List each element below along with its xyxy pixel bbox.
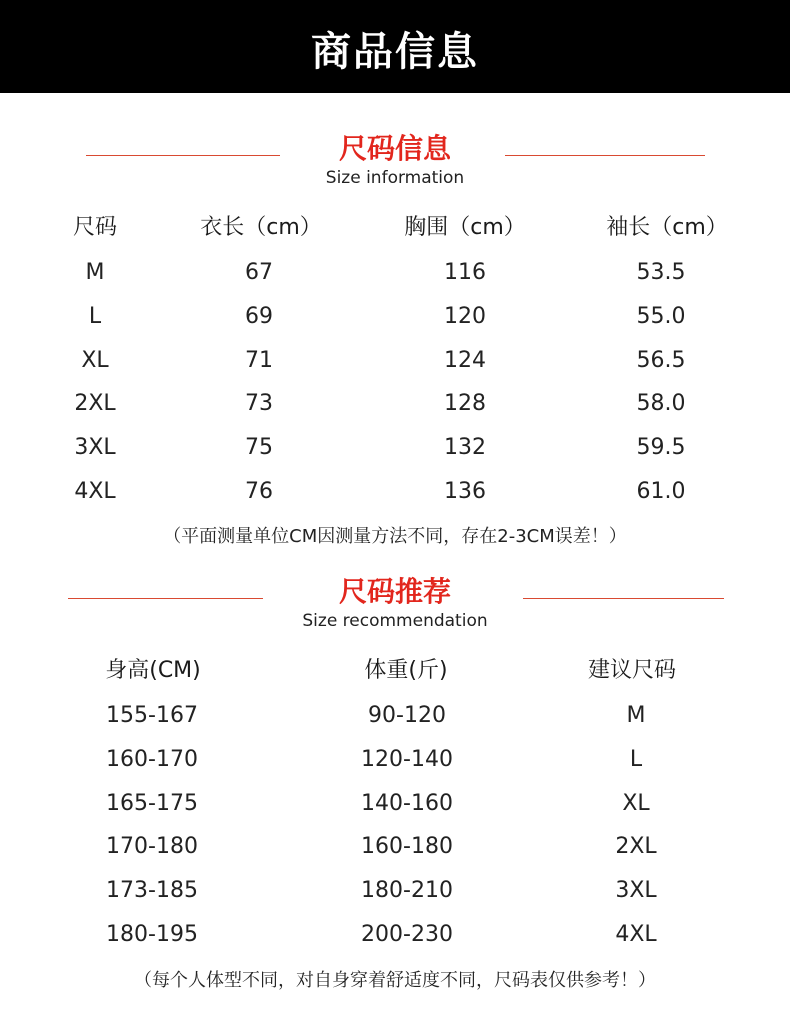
table-cell: 2XL (74, 391, 116, 416)
table-cell: 90-120 (368, 703, 446, 728)
table-cell: 160-180 (361, 834, 453, 859)
table-cell: 120-140 (361, 747, 453, 772)
table-row (0, 389, 790, 419)
table-cell: 128 (444, 391, 486, 416)
table-cell: 67 (245, 260, 273, 285)
table-row (0, 789, 790, 819)
table-cell: 3XL (74, 435, 116, 460)
size-recommend-subtitle: Size recommendation (302, 611, 488, 631)
table-row (0, 477, 790, 507)
table-row (0, 832, 790, 862)
table-cell: 124 (444, 348, 486, 373)
table-cell: L (629, 747, 643, 772)
size-info-title: 尺码信息 (338, 132, 451, 165)
page-title: 商品信息 (311, 29, 479, 75)
table-cell: 116 (444, 260, 486, 285)
table-cell: 3XL (615, 878, 657, 903)
table-cell: 55.0 (636, 304, 686, 329)
table-row (0, 346, 790, 376)
table-cell: 71 (245, 348, 273, 373)
table-cell: 4XL (615, 922, 657, 947)
table-cell: 69 (245, 304, 273, 329)
table-cell: 160-170 (106, 747, 198, 772)
table-cell: 180-210 (361, 878, 453, 903)
table-header-row (0, 213, 790, 243)
column-header: 衣长（cm） (200, 215, 322, 240)
column-header: 建议尺码 (587, 658, 677, 683)
table-cell: M (85, 260, 105, 285)
table-header-row (0, 656, 790, 686)
table-cell: 59.5 (636, 435, 686, 460)
table-cell: 200-230 (361, 922, 453, 947)
table-cell: 76 (245, 479, 273, 504)
size-recommend-title: 尺码推荐 (338, 575, 451, 608)
table-row (0, 433, 790, 463)
table-cell: 56.5 (636, 348, 686, 373)
table-cell: 155-167 (106, 703, 198, 728)
table-cell: 180-195 (106, 922, 198, 947)
table-row (0, 302, 790, 332)
table-cell: M (626, 703, 646, 728)
size-info-heading (0, 133, 790, 189)
size-recommend-heading (0, 576, 790, 632)
header-bar (0, 0, 790, 93)
table-cell: 173-185 (106, 878, 198, 903)
column-header: 体重(斤) (364, 658, 448, 683)
table-row (0, 920, 790, 950)
table-cell: XL (622, 791, 650, 816)
table-cell: 136 (444, 479, 486, 504)
table-row (0, 258, 790, 288)
table-row (0, 876, 790, 906)
table-cell: 75 (245, 435, 273, 460)
table-cell: 61.0 (636, 479, 686, 504)
table-cell: 73 (245, 391, 273, 416)
table-row (0, 701, 790, 731)
table-cell: 120 (444, 304, 486, 329)
size-info-subtitle: Size information (325, 168, 465, 188)
table-cell: 53.5 (636, 260, 686, 285)
size-recommend-note: （每个人体型不同，对自身穿着舒适度不同，尺码表仅供参考！） (134, 970, 656, 991)
table-cell: L (88, 304, 102, 329)
table-cell: 165-175 (106, 791, 198, 816)
column-header: 尺码 (72, 215, 118, 240)
table-cell: 170-180 (106, 834, 198, 859)
table-row (0, 745, 790, 775)
table-cell: 4XL (74, 479, 116, 504)
table-cell: XL (81, 348, 109, 373)
table-cell: 140-160 (361, 791, 453, 816)
size-info-note: （平面测量单位CM因测量方法不同，存在2-3CM误差！） (163, 526, 627, 547)
column-header: 身高(CM) (105, 658, 201, 683)
table-cell: 58.0 (636, 391, 686, 416)
column-header: 袖长（cm） (606, 215, 728, 240)
column-header: 胸围（cm） (404, 215, 526, 240)
table-cell: 132 (444, 435, 486, 460)
table-cell: 2XL (615, 834, 657, 859)
